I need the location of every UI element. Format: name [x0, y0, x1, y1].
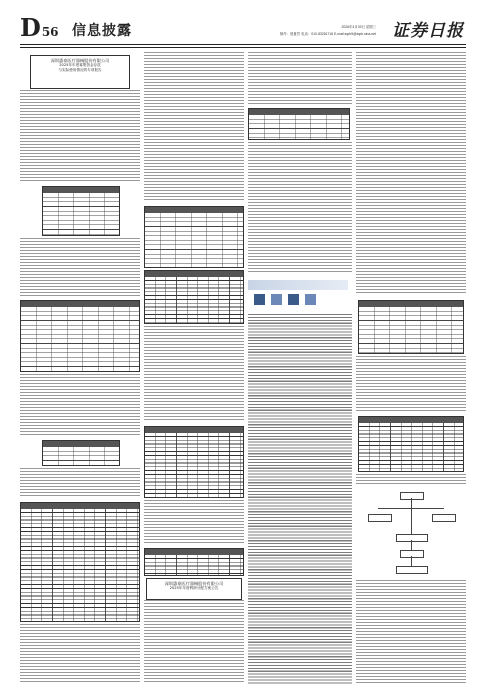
page-number [20, 13, 59, 44]
diagram-block [288, 294, 299, 305]
data-table [20, 502, 140, 622]
text-block [144, 326, 244, 422]
data-table [42, 440, 120, 466]
data-table [42, 186, 120, 236]
text-block [356, 580, 466, 684]
data-table [358, 416, 464, 472]
data-table [144, 548, 244, 576]
text-block [20, 468, 140, 498]
data-table [358, 300, 464, 354]
announcement-company: 深圳惠泰医疗器械股份有限公司 [50, 58, 110, 63]
data-table [144, 206, 244, 268]
text-block [356, 356, 466, 412]
page-number-digits: 56 [41, 25, 59, 39]
text-block [20, 90, 140, 182]
diagram-block [305, 294, 316, 305]
newspaper-logo: 证券日报 [392, 21, 464, 41]
text-block [20, 624, 140, 684]
diagram-block [271, 294, 282, 305]
data-table [20, 300, 140, 372]
text-block [248, 314, 352, 684]
data-table [144, 270, 244, 324]
page-letter: D [20, 13, 41, 42]
masthead [0, 0, 484, 46]
text-block [248, 142, 352, 274]
text-block [20, 238, 140, 296]
flowchart-connector [411, 508, 412, 534]
editor-contact: 制作：晨夏哲 电话：010-83251716 E-mail:zqrb9@zqrb.sina.net [279, 32, 376, 36]
column-1 [20, 52, 140, 686]
flowchart-node [396, 534, 428, 542]
flowchart-node [400, 550, 424, 558]
issue-date: 2026年3月03日 星期三 [341, 25, 376, 29]
flowchart-connector [411, 556, 412, 566]
announcement-subtitle-2: 与实际使用情况的专项报告 [58, 68, 102, 72]
diagram-block [254, 294, 265, 305]
masthead-rule [20, 44, 466, 45]
data-table [144, 426, 244, 498]
announcement-title-box [30, 55, 130, 89]
announcement-title-box-2 [146, 578, 242, 600]
text-block [144, 600, 244, 684]
announcement-subtitle-2-1: 2025年年度利润分配方案公告 [169, 586, 219, 590]
text-block [144, 52, 244, 202]
section-title: 信息披露 [72, 23, 132, 39]
text-block [20, 374, 140, 436]
column-4 [356, 52, 466, 686]
lower-left-span [144, 578, 244, 686]
column-3 [248, 52, 352, 686]
flowchart-node [432, 514, 456, 522]
data-table [248, 108, 350, 140]
flowchart-node [400, 492, 424, 500]
announcement-company-2: 深圳惠泰医疗器械股份有限公司 [164, 581, 224, 586]
masthead-rule-thin [20, 47, 466, 48]
text-block [356, 52, 466, 294]
text-block [248, 52, 352, 104]
text-block [144, 500, 244, 544]
flowchart-connector [411, 540, 412, 550]
diagram-icons [254, 294, 316, 305]
diagram-banner [248, 280, 348, 290]
text-block [356, 474, 466, 484]
announcement-subtitle-1: 2025年年度募集资金存放 [59, 63, 101, 67]
flowchart-node [396, 566, 428, 574]
flowchart-connector [411, 498, 412, 508]
flowchart-node [368, 514, 392, 522]
